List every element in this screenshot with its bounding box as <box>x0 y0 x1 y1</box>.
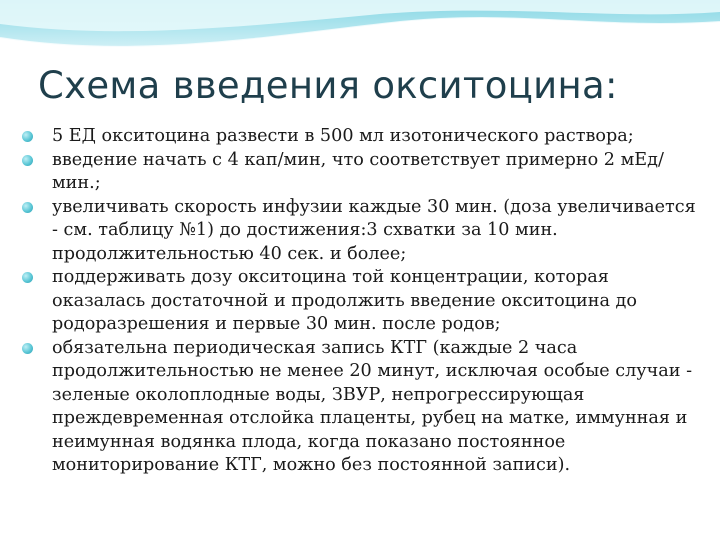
bullet-text: введение начать с 4 кап/мин, что соответствует примерно 2 мЕд/ мин.; <box>52 149 664 193</box>
list-item <box>20 196 700 267</box>
bullet-icon <box>22 343 33 354</box>
list-item <box>20 149 700 196</box>
list-item <box>20 125 700 149</box>
slide-title: Схема введения окситоцина: <box>38 64 618 107</box>
bullet-text: 5 ЕД окситоцина развести в 500 мл изотонического раствора; <box>52 126 634 146</box>
bullet-icon <box>22 202 33 213</box>
list-item <box>20 266 700 337</box>
bullet-icon <box>22 272 33 283</box>
bullet-text: поддерживать дозу окситоцина той концентрации, которая оказалась достаточной и продолжить введение окситоцина до родоразрешения и первые 30 мин. после родов; <box>52 267 637 334</box>
bullet-text: увеличивать скорость инфузии каждые 30 мин. (доза увеличивается - см. таблицу №1) до достижения:3 схватки за 10 мин. продолжительностью 40 сек. и более; <box>52 196 696 264</box>
header-wave-decoration <box>0 0 720 70</box>
bullet-icon <box>22 155 33 166</box>
bullet-text: обязательна периодическая запись КТГ (каждые 2 часа продолжительностью не менее 20 минут, исключая особые случаи - зеленые околоплодные воды, ЗВУР, непрогрессирующая преждевременная отслойка плаценты, рубец на матке, иммунная и неимунная водянка плода, когда показано постоянное мониторирование КТГ, можно без постоянной записи). <box>52 337 693 475</box>
bullet-icon <box>22 131 33 142</box>
bullet-list <box>20 125 700 478</box>
list-item <box>20 337 700 478</box>
